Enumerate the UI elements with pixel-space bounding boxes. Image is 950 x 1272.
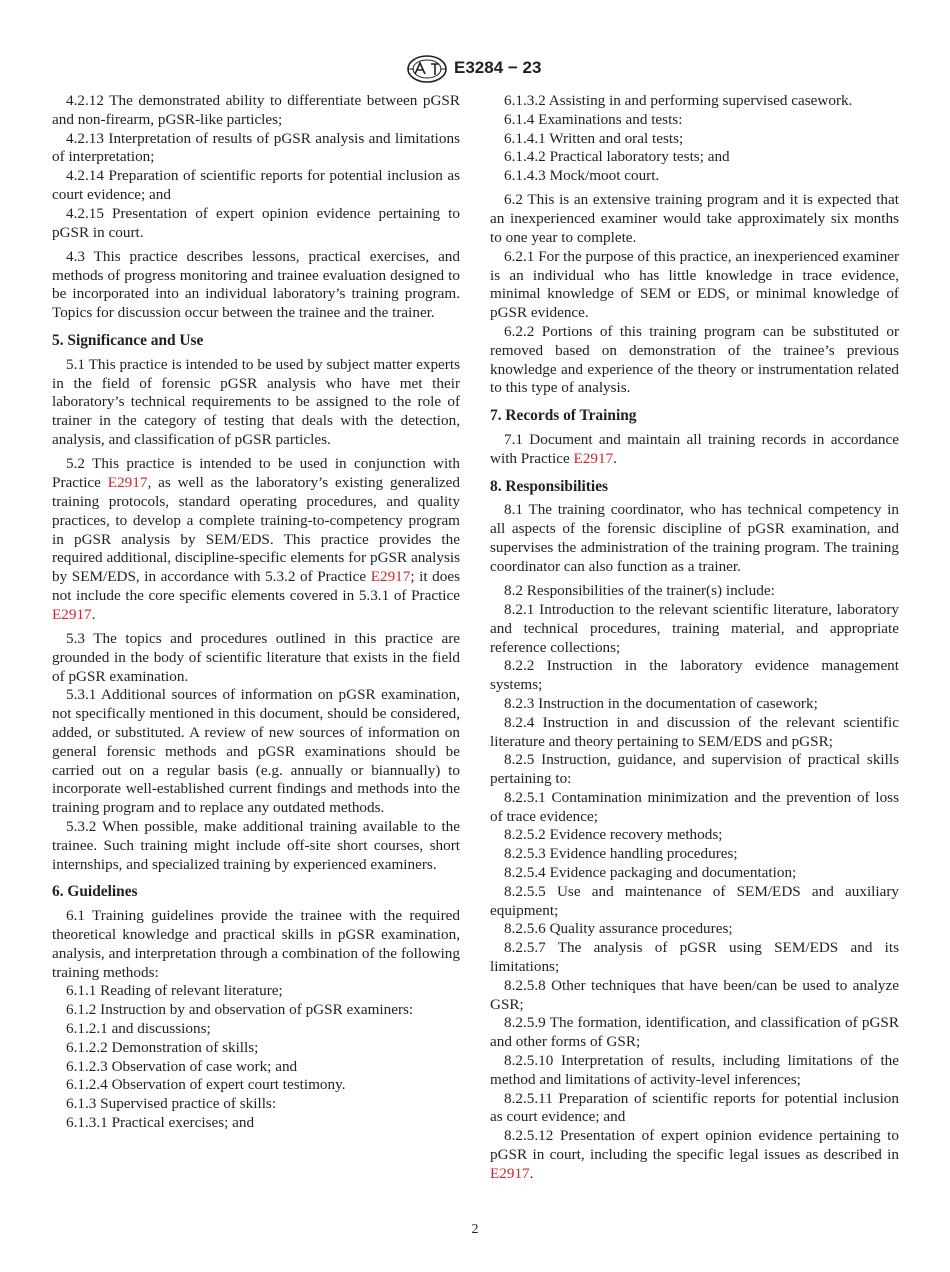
para-8-2-5-2: 8.2.5.2 Evidence recovery methods;: [504, 826, 723, 844]
astm-logo-icon: [406, 54, 448, 84]
para-6-1-3: 6.1.3 Supervised practice of skills:: [66, 1095, 277, 1113]
standard-designation: E3284 − 23: [454, 58, 542, 77]
para-5-1: 5.1 This practice is intended to be used by subject matter experts in the field of forensic pGSR analysis who have met their laboratory’s technical requirements to be assigned to the role of trainer in the category of testing that deals with the detection, analysis, and classification of pGSR particles.: [52, 355, 460, 449]
para-8-2-5-3: 8.2.5.3 Evidence handling procedures;: [504, 845, 738, 863]
para-8-2-5-8: 8.2.5.8 Other techniques that have been/can be used to analyze GSR;: [490, 976, 899, 1013]
e2917-link[interactable]: E2917: [370, 568, 411, 586]
para-8-1: 8.1 The training coordinator, who has technical competency in all aspects of the forensic discipline of pGSR examination, and supervises the administration of the training program. The training coordinator can also function as a trainer.: [490, 501, 899, 575]
para-6-1: 6.1 Training guidelines provide the trainee with the required theoretical knowledge and practical skills in pGSR examination, analysis, and interpretation through a combination of the following training methods:: [52, 907, 460, 981]
section-heading-8: 8. Responsibilities: [490, 477, 609, 495]
para-6-1-2-1: 6.1.2.1 and discussions;: [66, 1019, 211, 1037]
para-7-1-text-b: .: [613, 449, 617, 467]
para-8-2-5-9: 8.2.5.9 The formation, identification, and classification of pGSR and other forms of GSR;: [490, 1014, 899, 1051]
para-8-2-5-12: [490, 1127, 899, 1183]
section-heading-6: 6. Guidelines: [52, 883, 138, 901]
para-8-2-5-7: 8.2.5.7 The analysis of pGSR using SEM/EDS and its limitations;: [490, 939, 899, 976]
para-8-2-5-5: 8.2.5.5 Use and maintenance of SEM/EDS and auxiliary equipment;: [490, 882, 899, 919]
para-8-2-4: 8.2.4 Instruction in and discussion of the relevant scientific literature and theory pertaining to SEM/EDS and pGSR;: [490, 713, 899, 750]
para-5-3: 5.3 The topics and procedures outlined in this practice are grounded in the body of scientific literature that exists in the field of pGSR examination.: [52, 630, 460, 685]
left-column: [52, 92, 460, 1133]
para-6-1-2-3: 6.1.2.3 Observation of case work; and: [66, 1057, 298, 1075]
para-6-1-2-2: 6.1.2.2 Demonstration of skills;: [66, 1038, 259, 1056]
para-5-3-2: 5.3.2 When possible, make additional training available to the trainee. Such training might include off-site short courses, short internships, and specialized training by experienced examiners.: [52, 817, 460, 873]
para-6-1-1: 6.1.1 Reading of relevant literature;: [66, 982, 283, 1000]
para-8-2-5-12-text-a: 8.2.5.12 Presentation of expert opinion evidence pertaining to pGSR in court, including the specific legal issues as described in: [490, 1127, 899, 1164]
para-6-1-3-1: 6.1.3.1 Practical exercises; and: [66, 1113, 255, 1131]
para-6-1-4: 6.1.4 Examinations and tests:: [504, 110, 683, 128]
para-5-2-text-a: 5.2 This practice is intended to be used in conjunction with Practice: [52, 455, 460, 492]
para-8-2-2: 8.2.2 Instruction in the laboratory evidence management systems;: [490, 657, 899, 694]
para-8-2-3: 8.2.3 Instruction in the documentation of casework;: [504, 694, 818, 712]
page-number: 2: [471, 1222, 479, 1237]
para-8-2-5-10: 8.2.5.10 Interpretation of results, including limitations of the method and limitations of activity-level inferences;: [490, 1052, 899, 1088]
para-6-2-1: 6.2.1 For the purpose of this practice, an inexperienced examiner is an individual who has little knowledge in trace evidence, minimal knowledge of SEM or EDS, or minimal knowledge of pGSR evidence.: [490, 247, 899, 322]
para-4-3: 4.3 This practice describes lessons, practical exercises, and methods of progress monitoring and trainee evaluation designed to be incorporated into an individual laboratory’s training program. Topics for discussion occur between the trainee and the trainer.: [52, 247, 460, 322]
section-heading-5: 5. Significance and Use: [52, 332, 204, 350]
section-heading-7: 7. Records of Training: [490, 407, 637, 425]
para-7-1-text-a: 7.1 Document and maintain all training records in accordance with Practice: [490, 431, 899, 467]
para-8-2: 8.2 Responsibilities of the trainer(s) include:: [504, 582, 775, 600]
para-4-2-15: 4.2.15 Presentation of expert opinion evidence pertaining to pGSR in court.: [52, 204, 460, 241]
para-6-1-2-4: 6.1.2.4 Observation of expert court testimony.: [66, 1076, 346, 1094]
para-5-2-text-d: .: [91, 605, 96, 623]
para-6-1-3-2: 6.1.3.2 Assisting in and performing supervised casework.: [504, 92, 853, 109]
para-8-2-5-12-text-b: .: [529, 1164, 534, 1182]
para-4-2-13: 4.2.13 Interpretation of results of pGSR analysis and limitations of interpretation;: [52, 129, 460, 166]
para-5-2-text-b: , as well as the laboratory’s existing generalized training protocols, standard operating procedures, and quality practices, to develop a complete training-to-competency program in pGSR analysis by SEM/EDS. This practice provides the required additional, discipline-specific elements for pGSR analysis by SEM/EDS, in accordance with 5.3.2 of Practice: [52, 474, 460, 586]
para-6-2-2: 6.2.2 Portions of this training program can be substituted or removed based on demonstration of the trainee’s previous knowledge and experience of the theory or instrumentation related to this type of analysis.: [490, 323, 899, 397]
para-8-2-1: 8.2.1 Introduction to the relevant scientific literature, laboratory and technical procedures, training material, and appropriate reference collections;: [490, 600, 899, 656]
para-5-2-text-c: ; it does not include the core specific elements covered in 5.3.1 of Practice: [52, 568, 461, 604]
para-4-2-14: 4.2.14 Preparation of scientific reports for potential inclusion as court evidence; and: [52, 167, 460, 203]
e2917-link[interactable]: E2917: [107, 474, 148, 492]
para-6-1-4-3: 6.1.4.3 Mock/moot court.: [504, 167, 660, 185]
para-7-1: [490, 431, 899, 469]
para-8-2-5: 8.2.5 Instruction, guidance, and supervision of practical skills pertaining to:: [490, 751, 899, 788]
para-8-2-5-4: 8.2.5.4 Evidence packaging and documentation;: [504, 864, 797, 882]
page-header: [0, 54, 950, 84]
para-6-1-2: 6.1.2 Instruction by and observation of pGSR examiners:: [66, 1001, 414, 1019]
right-column: [490, 92, 899, 1184]
para-5-2: [52, 455, 460, 624]
para-8-2-5-6: 8.2.5.6 Quality assurance procedures;: [504, 920, 733, 938]
para-6-1-4-1: 6.1.4.1 Written and oral tests;: [504, 129, 684, 147]
e2917-link[interactable]: E2917: [52, 605, 92, 623]
para-5-3-1: 5.3.1 Additional sources of information on pGSR examination, not specifically mentioned in this document, should be considered, added, or substituted. A review of new sources of information on general forensic methods and pGSR examinations should be carried out on a regular basis (e.g. annually or biannually) to incorporate well-established current findings and methods into the training program and to replace any outdated methods.: [52, 686, 460, 817]
para-8-2-5-11: 8.2.5.11 Preparation of scientific reports for potential inclusion as court evidence; and: [490, 1089, 899, 1126]
para-8-2-5-1: 8.2.5.1 Contamination minimization and the prevention of loss of trace evidence;: [490, 788, 899, 825]
para-6-2: 6.2 This is an extensive training program and it is expected that an inexperienced examiner would take approximately six months to one year to complete.: [490, 191, 899, 247]
para-4-2-12: 4.2.12 The demonstrated ability to differentiate between pGSR and non-firearm, pGSR-like particles;: [52, 92, 460, 128]
e2917-link[interactable]: E2917: [490, 1164, 530, 1182]
e2917-link[interactable]: E2917: [573, 449, 614, 467]
para-6-1-4-2: 6.1.4.2 Practical laboratory tests; and: [504, 148, 730, 166]
